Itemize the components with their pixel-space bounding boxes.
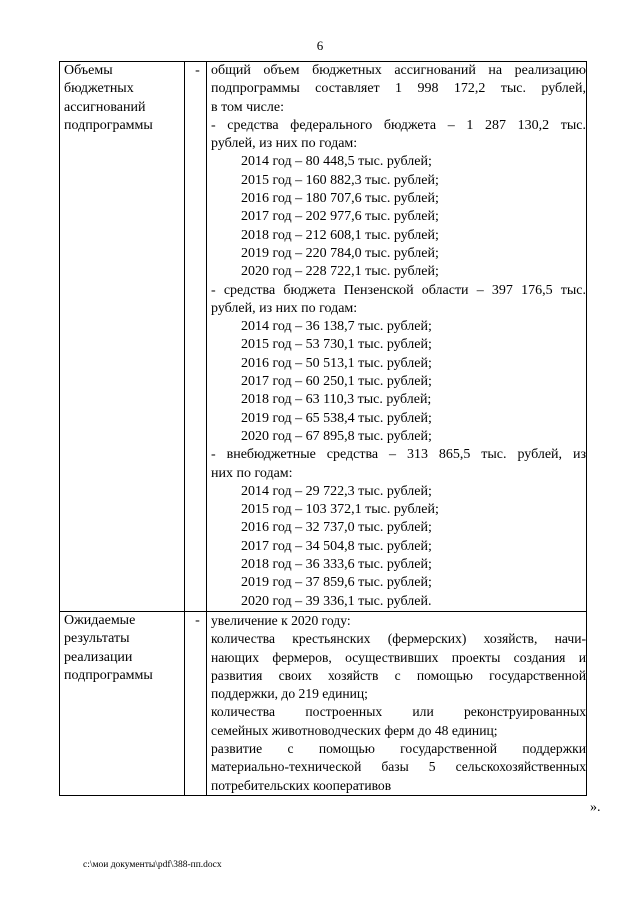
- content-line: - внебюджетные средства – 313 865,5 тыс. рублей, из: [211, 447, 586, 463]
- table-row: [60, 611, 587, 795]
- dash-cell: -: [185, 611, 207, 795]
- row-label-line: Ожидаемые: [64, 612, 136, 628]
- content-line: развития своих хозяйств с помощью государственной: [211, 667, 586, 683]
- row-label-cell: [60, 611, 185, 795]
- content-line: 2020 год – 39 336,1 тыс. рублей.: [241, 593, 432, 609]
- content-line: 2020 год – 228 722,1 тыс. рублей;: [241, 264, 439, 280]
- row-label-line: подпрограммы: [64, 117, 153, 133]
- content-line: количества крестьянских (фермерских) хозяйств, начи-: [211, 631, 586, 647]
- content-line: общий объем бюджетных ассигнований на реализацию: [211, 63, 586, 78]
- content-line: потребительских кооперативов: [211, 777, 392, 793]
- content-line: увеличение к 2020 году:: [211, 612, 351, 628]
- content-line: семейных животноводческих ферм до 48 единиц;: [211, 722, 498, 738]
- content-line: нающих фермеров, осуществивших проекты создания и: [211, 649, 586, 665]
- row-label-line: бюджетных: [64, 81, 134, 97]
- content-line: - средства бюджета Пензенской области – 397 176,5 тыс.: [211, 282, 586, 298]
- content-line: материально-технической базы 5 сельскохозяйственных: [211, 759, 586, 775]
- row-label-line: ассигнований: [64, 99, 146, 115]
- content-line: рублей, из них по годам:: [211, 300, 358, 316]
- content-line: них по годам:: [211, 465, 293, 481]
- content-line: 2015 год – 103 372,1 тыс. рублей;: [241, 502, 439, 518]
- content-line: подпрограммы составляет 1 998 172,2 тыс. рублей,: [211, 81, 586, 97]
- footer-file-path: c:\мои документы\pdf\388-пп.docx: [83, 860, 222, 870]
- table-body: [60, 62, 587, 796]
- content-line: 2018 год – 36 333,6 тыс. рублей;: [241, 557, 432, 573]
- content-line: 2018 год – 212 608,1 тыс. рублей;: [241, 227, 439, 243]
- content-line: 2014 год – 80 448,5 тыс. рублей;: [241, 154, 432, 170]
- content-line: 2019 год – 220 784,0 тыс. рублей;: [241, 245, 439, 261]
- dash-cell: -: [185, 62, 207, 612]
- subprogram-table: [59, 61, 587, 796]
- row-content-cell: [207, 62, 587, 612]
- content-line: 2016 год – 32 737,0 тыс. рублей;: [241, 520, 432, 536]
- content-line: количества построенных или реконструированных: [211, 704, 586, 720]
- content-line: - средства федерального бюджета – 1 287 130,2 тыс.: [211, 117, 586, 133]
- content-line: 2017 год – 202 977,6 тыс. рублей;: [241, 209, 439, 225]
- content-line: 2014 год – 29 722,3 тыс. рублей;: [241, 483, 432, 499]
- row-content-cell: [207, 611, 587, 795]
- row-label-line: результаты: [64, 631, 130, 647]
- content-line: 2017 год – 34 504,8 тыс. рублей;: [241, 538, 432, 554]
- content-line: 2014 год – 36 138,7 тыс. рублей;: [241, 319, 432, 335]
- content-line: 2018 год – 63 110,3 тыс. рублей;: [241, 392, 432, 408]
- content-line: поддержки, до 219 единиц;: [211, 686, 368, 702]
- content-line: 2017 год – 60 250,1 тыс. рублей;: [241, 374, 432, 390]
- row-label-line: подпрограммы: [64, 667, 153, 683]
- content-line: 2015 год – 53 730,1 тыс. рублей;: [241, 337, 432, 353]
- content-line: развитие с помощью государственной поддержки: [211, 740, 586, 756]
- content-line: 2016 год – 180 707,6 тыс. рублей;: [241, 191, 439, 207]
- closing-quote: ».: [590, 800, 601, 815]
- row-label-cell: [60, 62, 185, 612]
- page-number: 6: [316, 38, 324, 53]
- content-line: 2020 год – 67 895,8 тыс. рублей;: [241, 428, 432, 444]
- content-line: 2019 год – 65 538,4 тыс. рублей;: [241, 410, 432, 426]
- content-line: 2016 год – 50 513,1 тыс. рублей;: [241, 355, 432, 371]
- row-label-line: Объемы: [64, 63, 113, 78]
- content-line: 2015 год – 160 882,3 тыс. рублей;: [241, 172, 439, 188]
- content-line: рублей, из них по годам:: [211, 136, 358, 152]
- table-row: [60, 62, 587, 612]
- content-line: 2019 год – 37 859,6 тыс. рублей;: [241, 575, 432, 591]
- content-line: в том числе:: [211, 99, 284, 115]
- row-label-line: реализации: [64, 649, 133, 665]
